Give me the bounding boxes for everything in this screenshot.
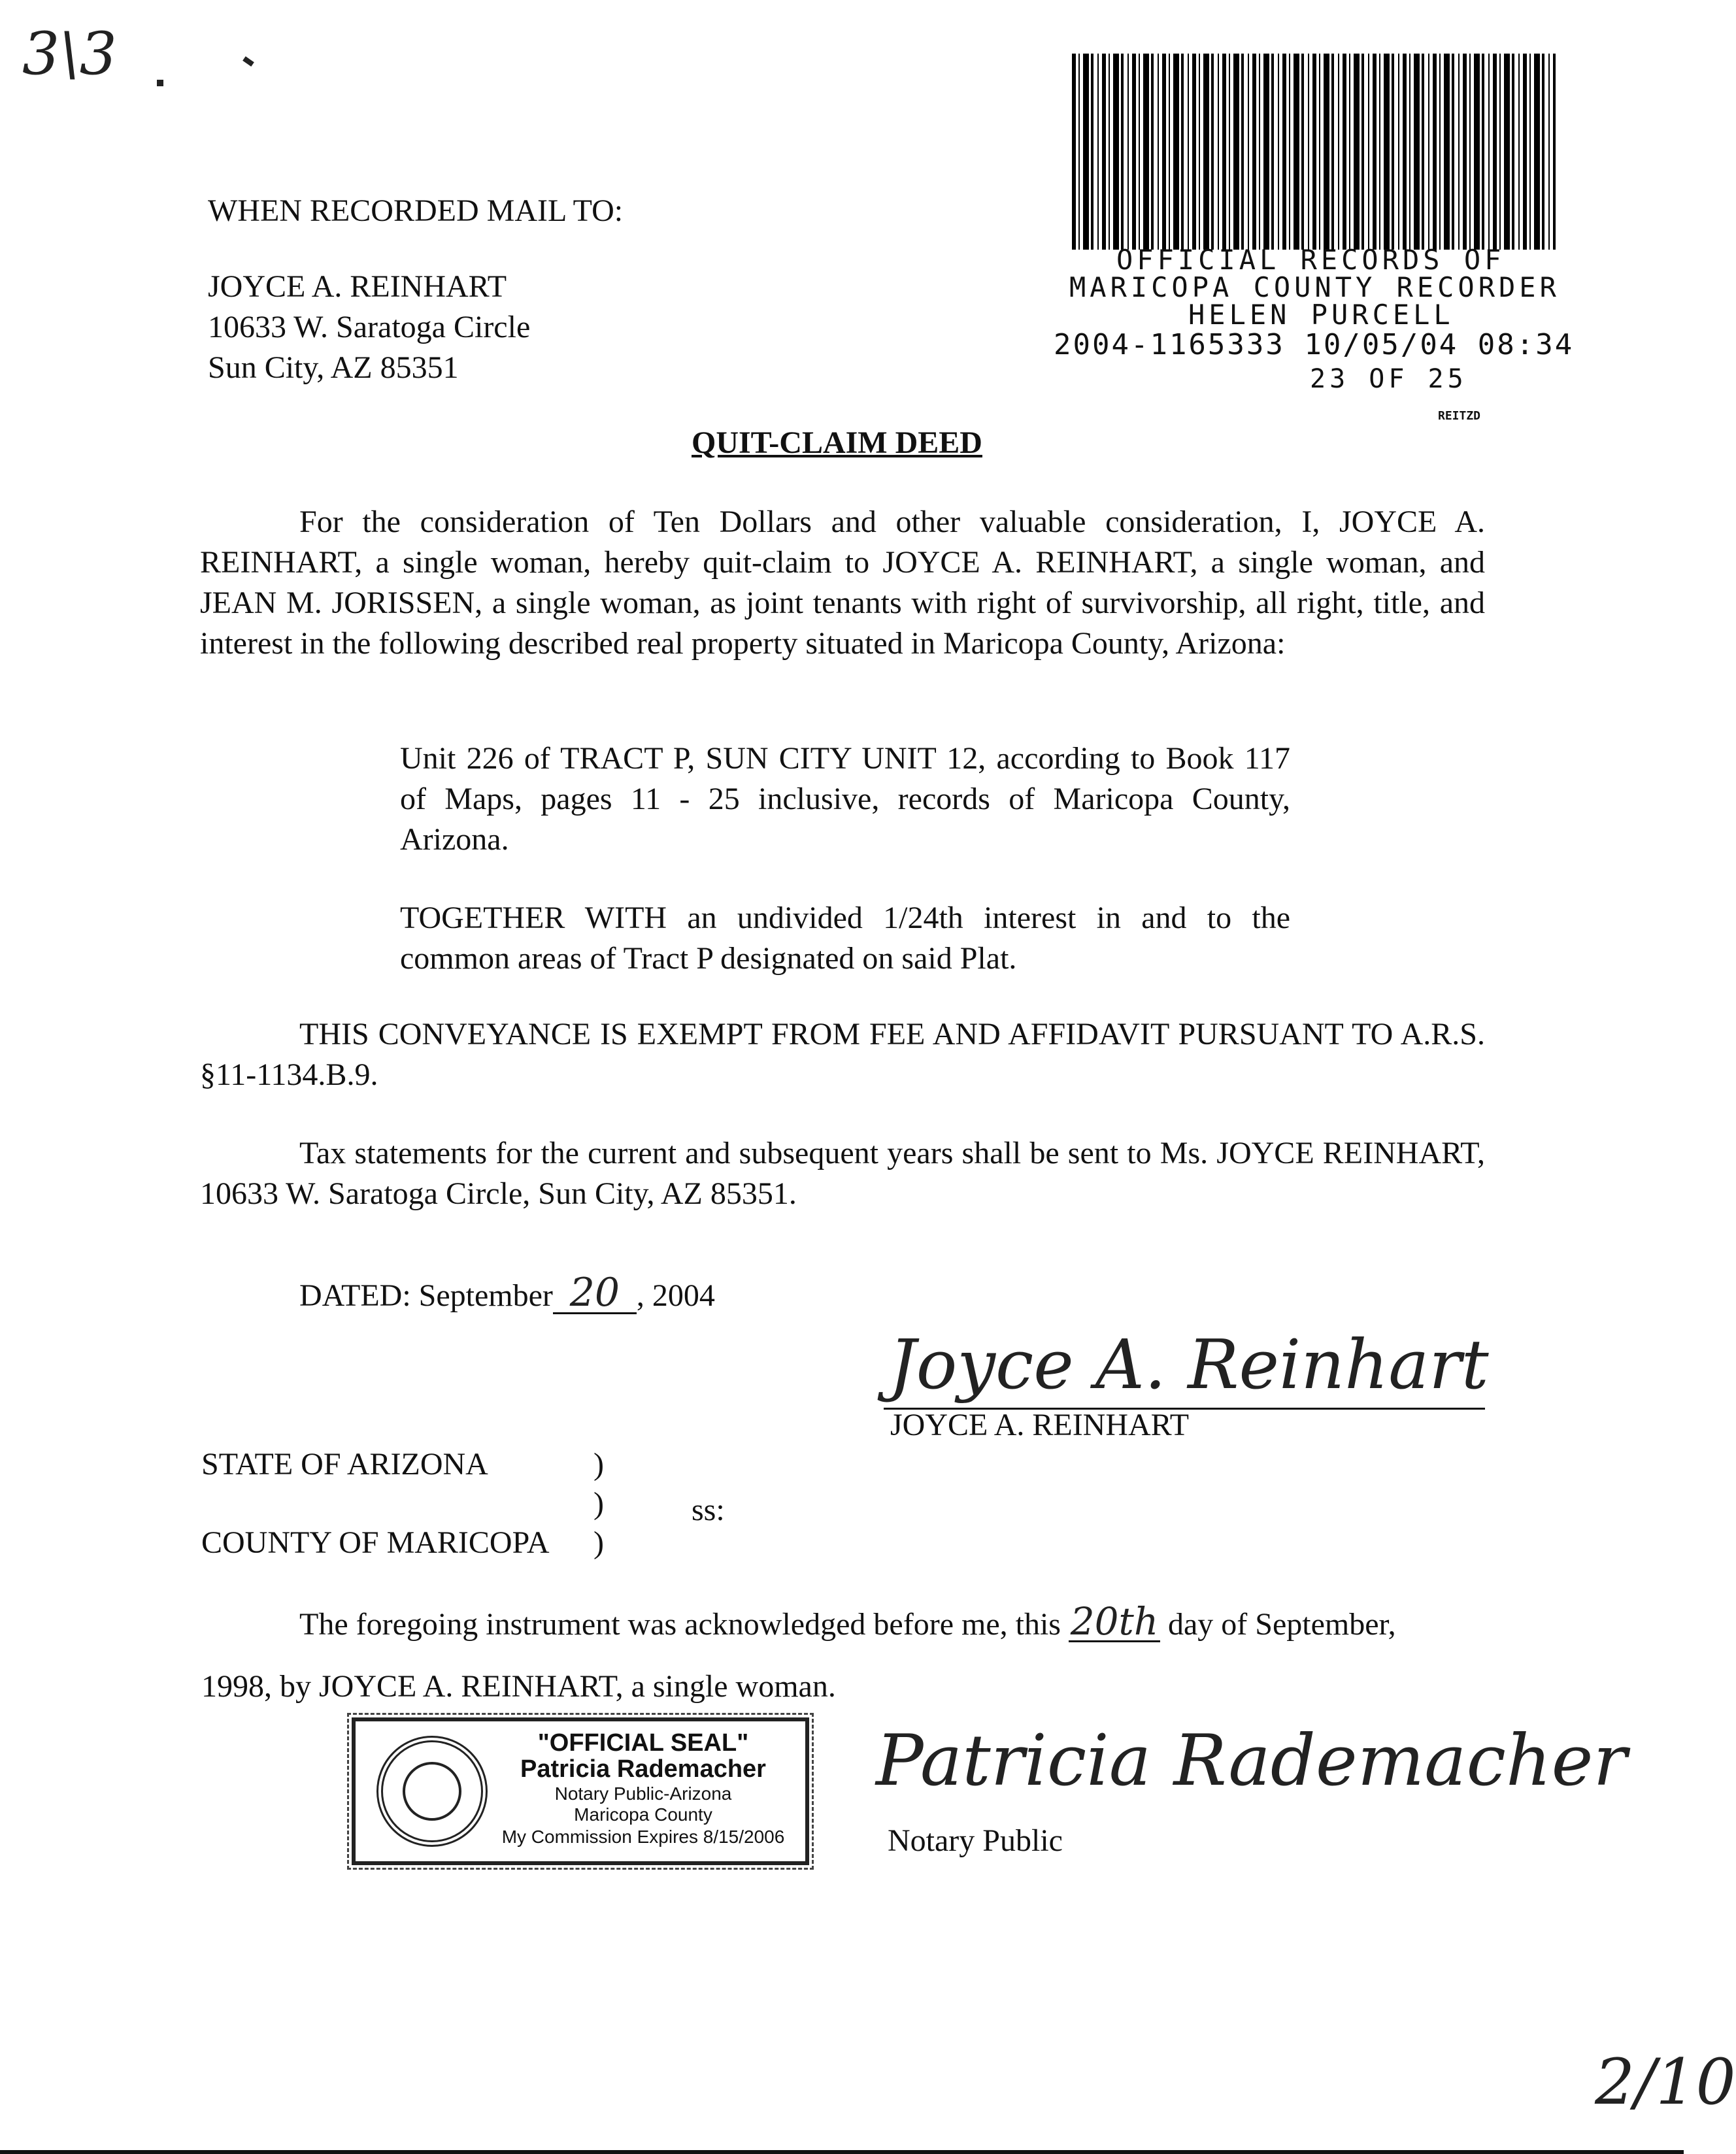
acknowledgment-prefix: The foregoing instrument was acknowledged before me, this	[299, 1607, 1061, 1642]
recording-number: 2004-1165333 10/05/04 08:34	[1054, 328, 1575, 361]
stamp-notary-title: Notary Public-Arizona	[554, 1783, 732, 1804]
legal-description: Unit 226 of TRACT P, SUN CITY UNIT 12, according to Book 117 of Maps, pages 11 - 25 inclusive, records of Maricopa County, Arizona.	[400, 741, 1290, 857]
mail-to-address-line2: Sun City, AZ 85351	[208, 350, 459, 385]
dated-suffix: , 2004	[636, 1278, 715, 1313]
acknowledgment-day-handwritten: 20th	[1069, 1602, 1160, 1642]
deed-title: QUIT-CLAIM DEED	[692, 425, 982, 460]
acknowledgment-line2: 1998, by JOYCE A. REINHART, a single woman.	[201, 1669, 836, 1704]
scan-speck	[157, 80, 163, 86]
notary-public-label: Notary Public	[888, 1823, 1063, 1858]
venue-paren: )	[593, 1486, 604, 1521]
venue-paren: )	[593, 1447, 604, 1482]
handwritten-page-count: 2/10	[1595, 2046, 1736, 2119]
recording-pages: 23 OF 25	[1310, 364, 1467, 394]
dated-day-handwritten: 20	[553, 1273, 637, 1314]
grantor-printed-name: JOYCE A. REINHART	[890, 1408, 1190, 1442]
notary-signature: Patricia Rademacher	[876, 1720, 1628, 1802]
venue-county: COUNTY OF MARICOPA	[201, 1525, 550, 1560]
notary-seal-stamp	[352, 1717, 809, 1865]
stamp-county: Maricopa County	[574, 1804, 712, 1825]
scan-speck	[242, 56, 254, 67]
exemption-paragraph: THIS CONVEYANCE IS EXEMPT FROM FEE AND AFFIDAVIT PURSUANT TO A.R.S. §11-1134.B.9.	[200, 1017, 1485, 1092]
venue-ss: ss:	[692, 1493, 725, 1527]
venue-state: STATE OF ARIZONA	[201, 1447, 488, 1482]
mail-to-heading: WHEN RECORDED MAIL TO:	[208, 193, 624, 228]
mail-to-name: JOYCE A. REINHART	[208, 269, 507, 304]
recording-barcode	[1072, 54, 1556, 250]
stamp-title: "OFFICIAL SEAL"	[537, 1729, 749, 1757]
dated-prefix: DATED: September	[299, 1278, 553, 1313]
venue-paren: )	[593, 1525, 604, 1560]
acknowledgment-line1	[299, 1599, 1396, 1645]
stamp-notary-name: Patricia Rademacher	[520, 1755, 766, 1783]
handwritten-page-mark: 3\3	[22, 20, 117, 88]
dated-line	[299, 1270, 715, 1316]
stamp-commission-expiry: My Commission Expires 8/15/2006	[501, 1827, 785, 1847]
legal-description-together-with: TOGETHER WITH an undivided 1/24th interest in and to the common areas of Tract P designated on said Plat.	[400, 901, 1290, 976]
mail-to-address-line1: 10633 W. Saratoga Circle	[208, 310, 531, 344]
recording-code: REITZD	[1438, 409, 1481, 423]
recording-line2: MARICOPA COUNTY RECORDER	[1069, 271, 1560, 303]
state-seal-center	[403, 1762, 461, 1821]
consideration-paragraph: For the consideration of Ten Dollars and other valuable consideration, I, JOYCE A. REINHART, a single woman, hereby quit-claim to JOYCE A. REINHART, a single woman, and JEAN M. JORISSEN, a single woman, as joint tenants with right of survivorship, all right, title, and interest in the following described real property situated in Maricopa County, Arizona:	[200, 505, 1485, 661]
scan-bottom-edge	[0, 2150, 1684, 2154]
acknowledgment-suffix: day of September,	[1167, 1607, 1396, 1642]
recording-line1: OFFICIAL RECORDS OF	[1116, 244, 1505, 276]
state-seal-emblem	[376, 1736, 488, 1847]
tax-statements-paragraph: Tax statements for the current and subsequent years shall be sent to Ms. JOYCE REINHART, 10633 W. Saratoga Circle, Sun City, AZ 85351.	[200, 1136, 1485, 1211]
grantor-signature: Joyce A. Reinhart	[889, 1325, 1489, 1404]
recording-line3: HELEN PURCELL	[1188, 299, 1454, 331]
